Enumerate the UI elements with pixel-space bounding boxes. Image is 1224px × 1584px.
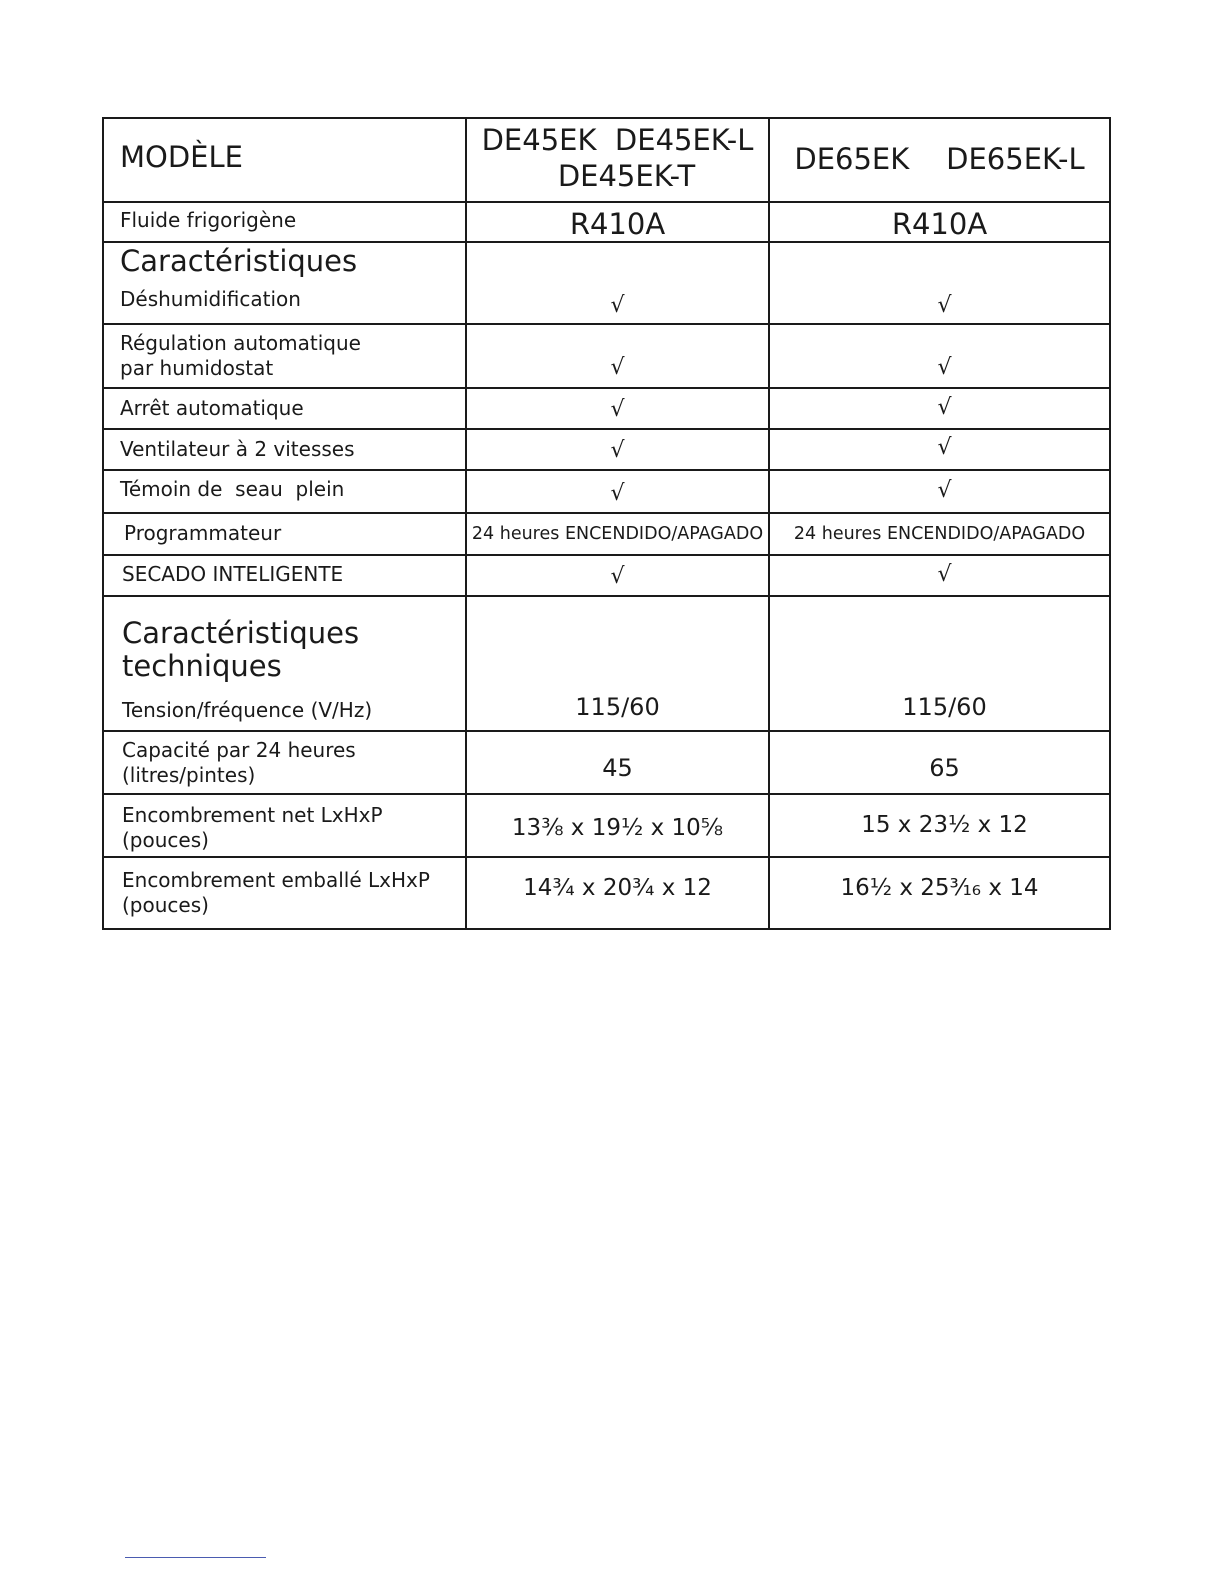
capacity-line1: Capacité par 24 heures [122, 738, 356, 762]
packed-dim-b: 16½ x 25³⁄₁₆ x 14 [840, 875, 1039, 901]
refrigerant-a: R410A [569, 207, 666, 241]
smart-dry-b-check: √ [937, 562, 952, 587]
model-a-line1: DE45EK DE45EK-L [481, 123, 754, 157]
features-heading: Caractéristiques [120, 244, 358, 278]
net-dim-line1: Encombrement net LxHxP [122, 803, 383, 827]
packed-dim-line2: (pouces) [122, 893, 209, 917]
net-dim-line2: (pouces) [122, 828, 209, 852]
timer-a: 24 heures ENCENDIDO/APAGADO [471, 524, 764, 544]
model-b-cell [769, 118, 1110, 202]
net-dim-a: 13⅜ x 19½ x 10⅝ [511, 815, 724, 841]
full-bucket-a-check: √ [610, 481, 625, 506]
fan-speeds-label: Ventilateur à 2 vitesses [120, 437, 355, 461]
table-row-voltage [103, 596, 1110, 731]
footer-rule [125, 1557, 266, 1558]
technical-heading-line2: techniques [122, 649, 282, 683]
table-row-refrigerant [103, 202, 1110, 242]
specifications-table [102, 117, 1111, 930]
capacity-b: 65 [929, 754, 960, 782]
packed-dim-line1: Encombrement emballé LxHxP [122, 868, 430, 892]
table-row-fan-speeds [103, 429, 1110, 470]
table-row-auto-stop [103, 388, 1110, 429]
auto-stop-label: Arrêt automatique [120, 396, 304, 420]
table-row-model [103, 118, 1110, 202]
voltage-label: Tension/fréquence (V/Hz) [122, 698, 373, 722]
dehumidification-label: Déshumidification [120, 287, 301, 311]
fan-speeds-b-check: √ [937, 435, 952, 460]
model-label-cell [103, 118, 466, 202]
dehumidification-b-check: √ [937, 293, 952, 318]
model-label: MODÈLE [120, 140, 243, 174]
full-bucket-label: Témoin de seau plein [120, 477, 345, 501]
auto-regulation-line2: par humidostat [120, 356, 274, 380]
smart-dry-label: SECADO INTELIGENTE [122, 562, 344, 586]
table-row-smart-dry [103, 555, 1110, 596]
auto-regulation-line1: Régulation automatique [120, 331, 361, 355]
timer-label: Programmateur [124, 521, 282, 545]
auto-stop-a-check: √ [610, 397, 625, 422]
table-row-packed-dimensions [103, 857, 1110, 929]
dehumidification-a-check: √ [610, 293, 625, 318]
table-row-dehumidification [103, 242, 1110, 324]
capacity-line2: (litres/pintes) [122, 763, 256, 787]
model-a-cell [466, 118, 769, 202]
table-row-full-bucket [103, 470, 1110, 513]
smart-dry-a-check: √ [610, 564, 625, 589]
refrigerant-b: R410A [891, 207, 988, 241]
auto-stop-b-check: √ [937, 395, 952, 420]
model-b: DE65EK DE65EK-L [794, 142, 1085, 176]
refrigerant-label: Fluide frigorigène [120, 208, 297, 232]
voltage-a: 115/60 [575, 693, 660, 721]
auto-regulation-a-check: √ [610, 355, 625, 380]
timer-b: 24 heures ENCENDIDO/APAGADO [793, 524, 1086, 544]
capacity-a: 45 [602, 754, 633, 782]
table-row-capacity [103, 731, 1110, 794]
voltage-b: 115/60 [902, 693, 987, 721]
net-dim-b: 15 x 23½ x 12 [861, 812, 1028, 838]
full-bucket-b-check: √ [937, 478, 952, 503]
table-row-auto-regulation [103, 324, 1110, 388]
packed-dim-a: 14¾ x 20¾ x 12 [523, 875, 712, 901]
model-a-line2: DE45EK-T [557, 159, 696, 193]
table-row-net-dimensions [103, 794, 1110, 857]
auto-regulation-b-check: √ [937, 355, 952, 380]
technical-heading-line1: Caractéristiques [122, 616, 360, 650]
table-row-timer [103, 513, 1110, 555]
fan-speeds-a-check: √ [610, 438, 625, 463]
